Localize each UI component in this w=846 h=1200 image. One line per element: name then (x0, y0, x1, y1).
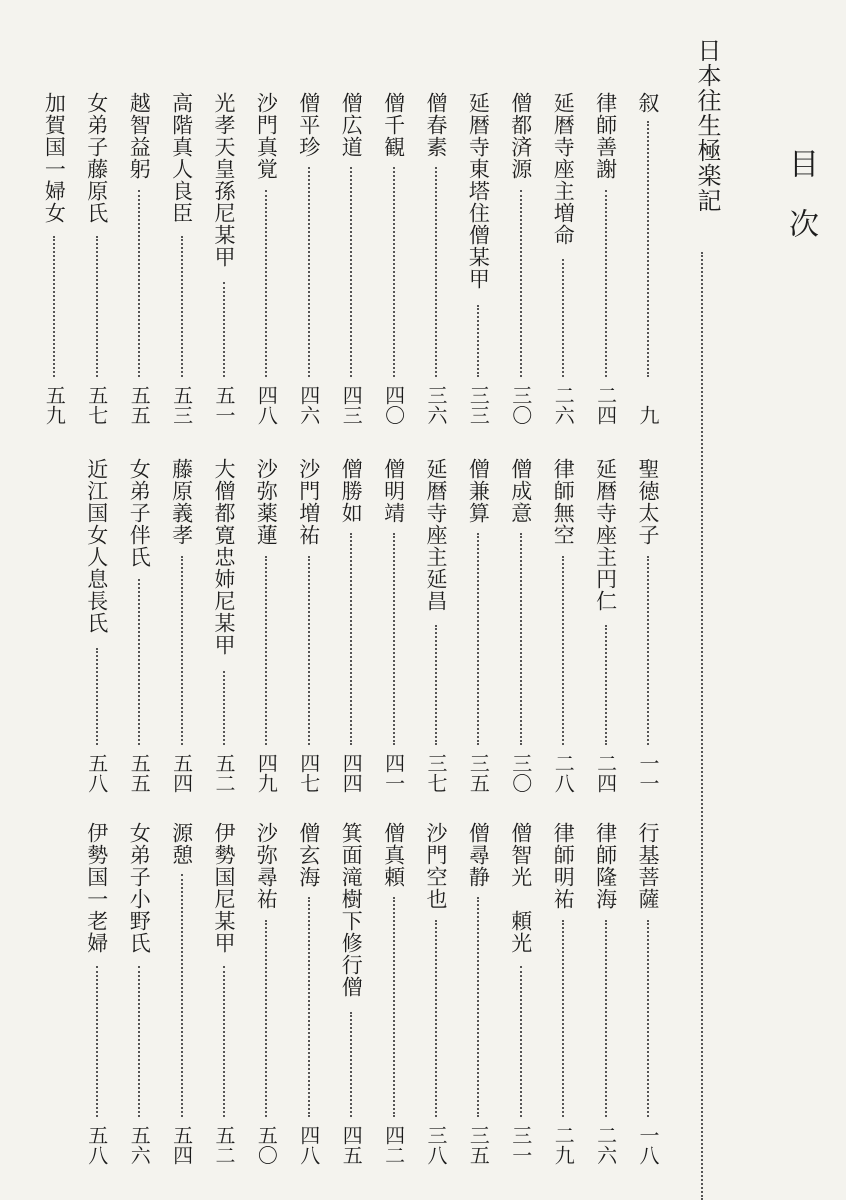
toc-entry (294, 92, 324, 425)
toc-entry-page: 一一 (636, 753, 660, 793)
toc-entry-page: 五五 (127, 385, 152, 425)
toc-entry-leader (265, 190, 267, 377)
toc-entry-page: 四一 (381, 753, 406, 793)
toc-entry (124, 458, 154, 793)
toc-entry-leader (520, 533, 522, 745)
toc-entry-title: 延暦寺座主円仁 (593, 458, 618, 612)
toc-entry-leader (562, 920, 564, 1117)
toc-entry (124, 92, 154, 425)
toc-entry-page: 二九 (551, 1125, 576, 1165)
toc-entry-page: 五九 (42, 385, 67, 425)
toc-entry-page: 二四 (593, 385, 618, 425)
toc-entry-page: 五四 (169, 753, 194, 793)
toc-entry-title: 伊勢国尼某甲 (212, 822, 236, 954)
toc-entry-title: 律師善謝 (593, 92, 618, 180)
toc-entry (251, 822, 281, 1165)
toc-entry-title: 沙弥尋祐 (254, 822, 279, 910)
toc-entry-leader (181, 236, 183, 377)
toc-entry (379, 822, 409, 1165)
toc-entry-leader (308, 556, 310, 745)
toc-entry-page: 五八 (84, 1125, 109, 1165)
toc-entry-page: 五四 (169, 1125, 194, 1165)
toc-entry-leader (520, 966, 522, 1117)
toc-entry-leader (223, 671, 225, 745)
toc-entry (336, 458, 366, 793)
toc-entry-leader (350, 533, 352, 745)
toc-entry (167, 822, 197, 1165)
toc-entry (463, 822, 493, 1165)
toc-entry-title: 越智益躬 (127, 92, 152, 180)
toc-entry (209, 92, 239, 425)
toc-entry-page: 一八 (636, 1125, 660, 1165)
toc-entry-title: 行基菩薩 (636, 822, 660, 910)
toc-entry-title: 僧兼算 (466, 458, 491, 524)
toc-entry (251, 92, 281, 425)
toc-entry (591, 458, 621, 793)
toc-entry (506, 458, 536, 793)
toc-entry-title: 女弟子藤原氏 (84, 92, 109, 224)
toc-entry-leader (477, 533, 479, 745)
toc-entry (548, 822, 578, 1165)
toc-entry-page: 三八 (424, 1125, 448, 1165)
toc-entry-page: 五七 (84, 385, 109, 425)
toc-entry-page: 三〇 (508, 385, 533, 425)
toc-entry (209, 822, 239, 1165)
toc-entry-page: 四六 (296, 385, 321, 425)
toc-entry-title: 延暦寺座主増命 (551, 92, 576, 246)
toc-entry-title: 光孝天皇孫尼某甲 (212, 92, 236, 268)
toc-entry-leader (138, 579, 140, 745)
toc-entry-title: 僧都済源 (508, 92, 533, 180)
toc-entry-title: 僧明靖 (381, 458, 406, 524)
toc-entry-title: 延暦寺座主延昌 (424, 458, 448, 612)
toc-entry-title: 律師明祐 (551, 822, 576, 910)
toc-entry-leader (647, 121, 649, 377)
toc-entry-title: 僧春素 (424, 92, 448, 158)
toc-entry-leader (562, 259, 564, 377)
toc-entry-title: 沙門空也 (424, 822, 448, 910)
toc-entry (294, 822, 324, 1165)
toc-entry-leader (265, 920, 267, 1117)
toc-entry-page: 四二 (381, 1125, 406, 1165)
toc-entry-page: 五三 (169, 385, 194, 425)
toc-entry-title: 高階真人良臣 (169, 92, 194, 224)
toc-entry-leader (350, 1012, 352, 1117)
toc-entry-leader (435, 167, 437, 377)
toc-entry (336, 92, 366, 425)
toc-entry-leader (393, 167, 395, 377)
toc-entry (379, 458, 409, 793)
toc-entry-leader (477, 305, 479, 377)
toc-entry-leader (435, 625, 437, 745)
toc-entry-title: 僧広道 (339, 92, 364, 158)
toc-entry-leader (308, 897, 310, 1117)
toc-entry-leader (393, 533, 395, 745)
toc-entry-leader (605, 190, 607, 377)
toc-entry (379, 92, 409, 425)
toc-entry-leader (520, 190, 522, 377)
toc-entry-title: 僧勝如 (339, 458, 364, 524)
toc-entry-title: 女弟子伴氏 (127, 458, 152, 568)
toc-entry-leader (138, 966, 140, 1117)
work-title: 日本往生極楽記 (693, 38, 721, 213)
toc-entry-page: 三〇 (508, 753, 533, 793)
toc-entry-title: 僧尋静 (466, 822, 491, 888)
toc-entry-leader (350, 167, 352, 377)
toc-entry (167, 458, 197, 793)
toc-entry-leader (265, 556, 267, 745)
toc-entry-leader (647, 920, 649, 1117)
toc-entry (591, 822, 621, 1165)
toc-entry-title: 僧智光 頼光 (508, 822, 533, 954)
toc-entry-title: 僧成意 (508, 458, 533, 524)
toc-entry-leader (96, 966, 98, 1117)
toc-entry-page: 二六 (593, 1125, 618, 1165)
toc-entry (82, 458, 112, 793)
toc-entry-page: 四九 (254, 753, 279, 793)
toc-entry (251, 458, 281, 793)
toc-entry-page: 四四 (339, 753, 364, 793)
toc-entry-title: 叙 (636, 92, 660, 114)
toc-entry (421, 822, 451, 1165)
toc-entry-leader (181, 556, 183, 745)
toc-entry-leader (53, 236, 55, 377)
toc-entry-page: 二六 (551, 385, 576, 425)
toc-entry-page: 五一 (212, 385, 236, 425)
toc-entry-page: 四三 (339, 385, 364, 425)
toc-entry-title: 沙門真覚 (254, 92, 279, 180)
toc-entry (506, 92, 536, 425)
toc-entry-page: 五二 (212, 1125, 236, 1165)
toc-entry-page: 五二 (212, 753, 236, 793)
toc-entry (39, 92, 69, 425)
toc-entry-title: 箕面滝樹下修行僧 (339, 822, 364, 998)
toc-entry-leader (647, 556, 649, 745)
toc-entry-page: 三六 (424, 385, 448, 425)
toc-entry-page: 四七 (296, 753, 321, 793)
toc-entry-page: 四八 (296, 1125, 321, 1165)
toc-entry-title: 僧真頼 (381, 822, 406, 888)
toc-entry-title: 藤原義孝 (169, 458, 194, 546)
toc-entry-page: 二四 (593, 753, 618, 793)
toc-entry-leader (308, 167, 310, 377)
toc-entry (506, 822, 536, 1165)
toc-entry (548, 92, 578, 425)
toc-entry-leader (562, 556, 564, 745)
toc-entry-title: 僧千観 (381, 92, 406, 158)
toc-entry-page: 九 (636, 405, 660, 425)
toc-entry-title: 女弟子小野氏 (127, 822, 152, 954)
toc-entry-page: 五〇 (254, 1125, 279, 1165)
toc-entry-title: 近江国女人息長氏 (84, 458, 109, 634)
toc-entry (294, 458, 324, 793)
toc-entry (633, 92, 663, 425)
toc-entry (463, 92, 493, 425)
toc-entry-page: 五五 (127, 753, 152, 793)
toc-entry (82, 92, 112, 425)
toc-entry (209, 458, 239, 793)
toc-entry-leader (605, 920, 607, 1117)
toc-entry-title: 聖徳太子 (636, 458, 660, 546)
toc-entry-page: 三三 (466, 385, 491, 425)
toc-entry-title: 沙門増祐 (296, 458, 321, 546)
toc-entry-title: 律師隆海 (593, 822, 618, 910)
toc-entry (167, 92, 197, 425)
work-title-leader (701, 252, 703, 1200)
toc-entry (591, 92, 621, 425)
toc-entry-leader (96, 648, 98, 745)
toc-entry (463, 458, 493, 793)
toc-entry-leader (605, 625, 607, 745)
toc-entry-page: 四八 (254, 385, 279, 425)
toc-entry (633, 822, 663, 1165)
toc-entry-title: 沙弥薬蓮 (254, 458, 279, 546)
toc-entry-page: 二八 (551, 753, 576, 793)
toc-entry-page: 四〇 (381, 385, 406, 425)
toc-entry-leader (393, 897, 395, 1117)
toc-entry-page: 四五 (339, 1125, 364, 1165)
toc-entry (548, 458, 578, 793)
toc-entry-leader (181, 874, 183, 1117)
toc-entry-title: 延暦寺東塔住僧某甲 (466, 92, 491, 290)
toc-entry-title: 源憩 (169, 822, 194, 866)
toc-entry (421, 92, 451, 425)
toc-entry-title: 僧平珍 (296, 92, 321, 158)
toc-entry-leader (223, 282, 225, 377)
toc-entry-page: 三五 (466, 1125, 491, 1165)
toc-entry-page: 五六 (127, 1125, 152, 1165)
toc-entry-page: 三七 (424, 753, 448, 793)
toc-entry (124, 822, 154, 1165)
toc-entry-leader (477, 897, 479, 1117)
toc-entry-page: 五八 (84, 753, 109, 793)
toc-entry-title: 大僧都寛忠姉尼某甲 (212, 458, 236, 656)
toc-entry (633, 458, 663, 793)
toc-entry (336, 822, 366, 1165)
toc-entry-leader (435, 920, 437, 1117)
toc-entry-leader (96, 236, 98, 377)
toc-entry-page: 三一 (508, 1125, 533, 1165)
toc-entry-leader (138, 190, 140, 377)
toc-entry-title: 僧玄海 (296, 822, 321, 888)
toc-entry-title: 伊勢国一老婦 (84, 822, 109, 954)
page-heading: 目 次 (783, 148, 818, 238)
toc-entry (82, 822, 112, 1165)
toc-entry-leader (223, 966, 225, 1117)
toc-entry-title: 律師無空 (551, 458, 576, 546)
toc-entry-page: 三五 (466, 753, 491, 793)
toc-entry-title: 加賀国一婦女 (42, 92, 67, 224)
toc-entry (421, 458, 451, 793)
